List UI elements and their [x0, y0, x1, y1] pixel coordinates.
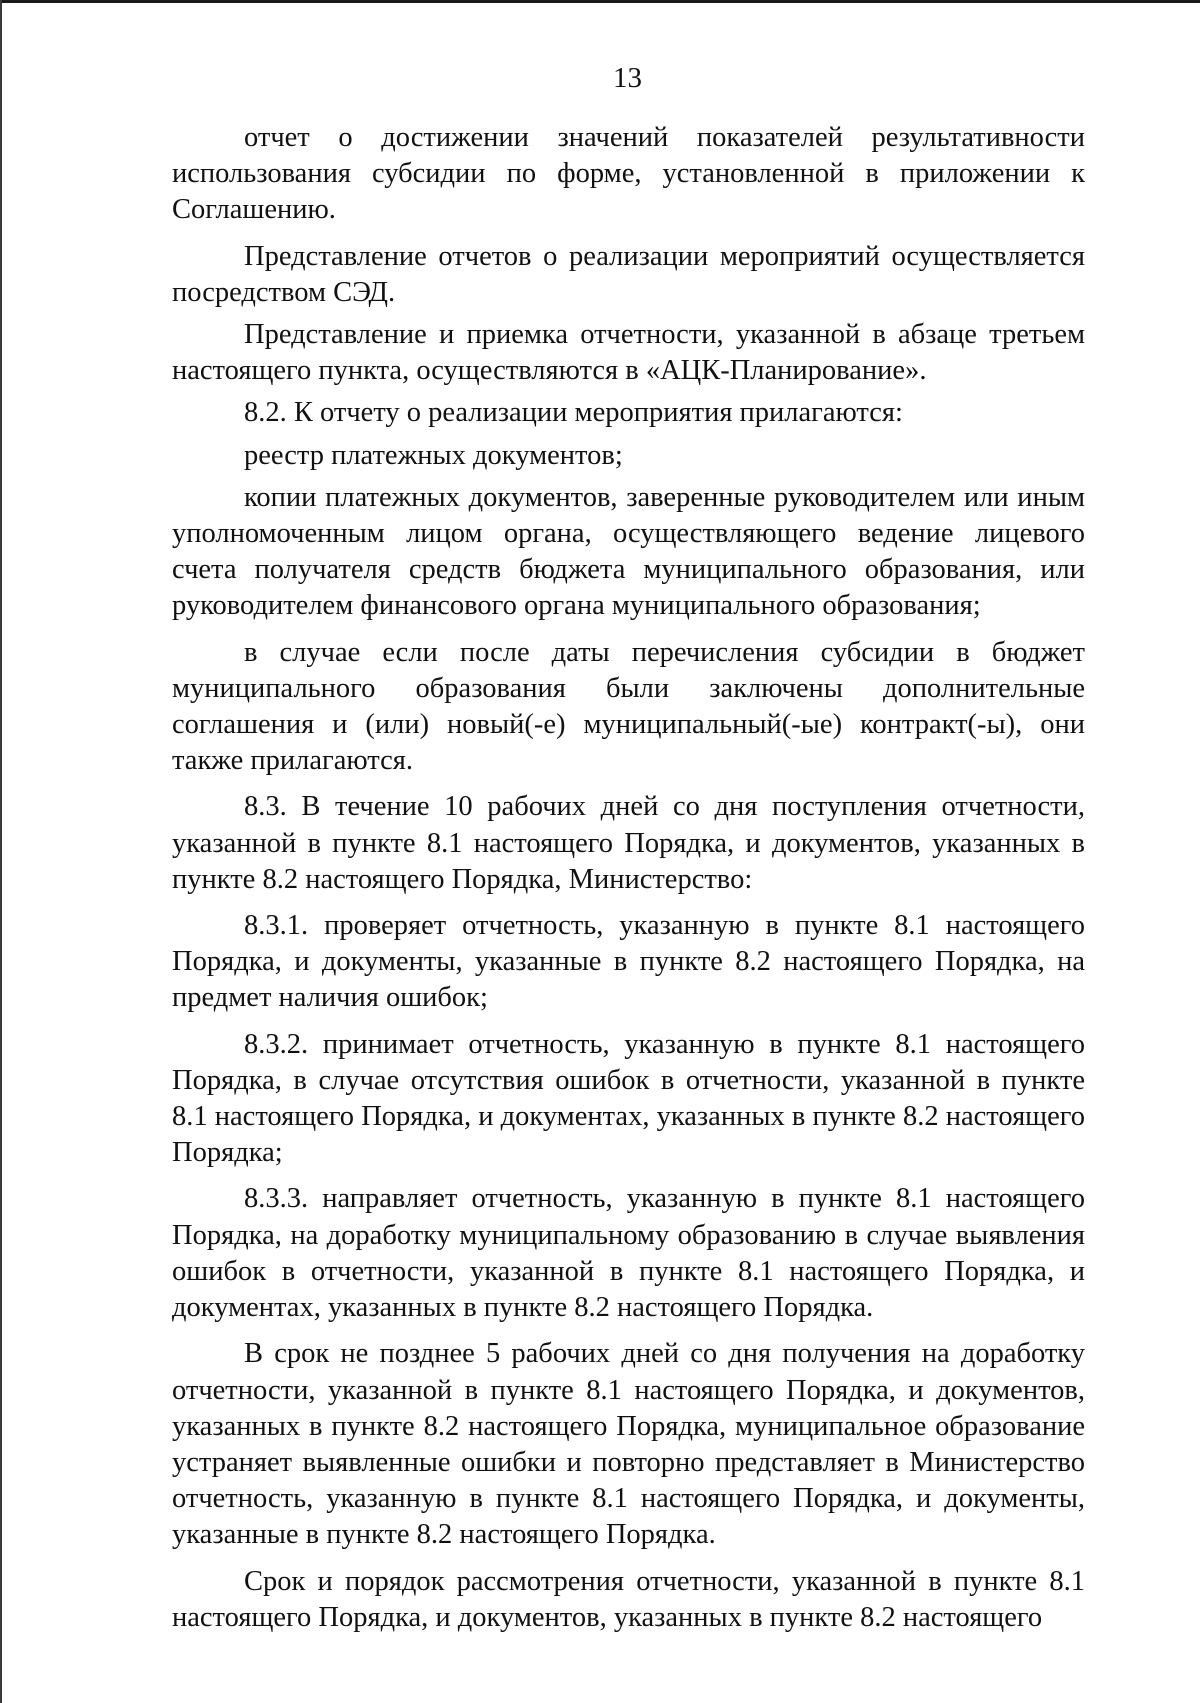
paragraph-reports-via-sed: Представление отчетов о реализации мероприятий осуществляется посредством СЭД.	[172, 240, 1085, 308]
paragraph-8-3-1: 8.3.1. проверяет отчетность, указанную в пункте 8.1 настоящего Порядка, и документы, указанные в пункте 8.2 настоящего Порядка, на предмет наличия ошибок;	[172, 910, 1085, 1014]
document-body	[172, 120, 1085, 1636]
paragraph-8-2-heading: 8.2. К отчету о реализации мероприятия прилагаются:	[244, 397, 903, 429]
page-number: 13	[613, 62, 642, 94]
scan-edge-left	[0, 0, 2, 1703]
paragraph-payment-registry: реестр платежных документов;	[244, 439, 623, 471]
paragraph-payment-copies: копии платежных документов, заверенные руководителем или иным уполномоченным лицом органа, осуществляющего ведение лицевого счета получателя средств бюджета муниципального образования, или руководителем финансового органа муниципального образования;	[172, 481, 1085, 622]
scan-edge-top	[0, 0, 1200, 3]
paragraph-8-3-2: 8.3.2. принимает отчетность, указанную в пункте 8.1 настоящего Порядка, в случае отсутствия ошибок в отчетности, указанной в пункте 8.1 настоящего Порядка, и документах, указанных в пункте 8.2 настоящего Порядка;	[172, 1028, 1085, 1169]
paragraph-review-term: Срок и порядок рассмотрения отчетности, указанной в пункте 8.1 настоящего Порядка, и документов, указанных в пункте 8.2 настоящего	[172, 1565, 1085, 1633]
paragraph-8-3-3: 8.3.3. направляет отчетность, указанную в пункте 8.1 настоящего Порядка, на доработку муниципальному образованию в случае выявления ошибок в отчетности, указанной в пункте 8.1 настоящего Порядка, и документах, указанных в пункте 8.2 настоящего Порядка.	[172, 1183, 1085, 1324]
paragraph-report-indicators: отчет о достижении значений показателей результативности использования субсидии по форме, установленной в приложении к Соглашению.	[172, 122, 1085, 226]
paragraph-additional-agreements: в случае если после даты перечисления субсидии в бюджет муниципального образования были заключены дополнительные соглашения и (или) новый(-е) муниципальный(-ые) контракт(-ы), они также прилагаются.	[172, 636, 1085, 777]
paragraph-acceptance-ack: Представление и приемка отчетности, указанной в абзаце третьем настоящего пункта, осуществляются в «АЦК-Планирование».	[172, 319, 1085, 387]
paragraph-rework-deadline: В срок не позднее 5 рабочих дней со дня получения на доработку отчетности, указанной в пункте 8.1 настоящего Порядка, и документов, указанных в пункте 8.2 настоящего Порядка, муниципальное образование устраняет выявленные ошибки и повторно представляет в Министерство отчетность, указанную в пункте 8.1 настоящего Порядка, и документы, указанные в пункте 8.2 настоящего Порядка.	[172, 1338, 1085, 1551]
paragraph-8-3: 8.3. В течение 10 рабочих дней со дня поступления отчетности, указанной в пункте 8.1 настоящего Порядка, и документов, указанных в пункте 8.2 настоящего Порядка, Министерство:	[172, 791, 1085, 895]
